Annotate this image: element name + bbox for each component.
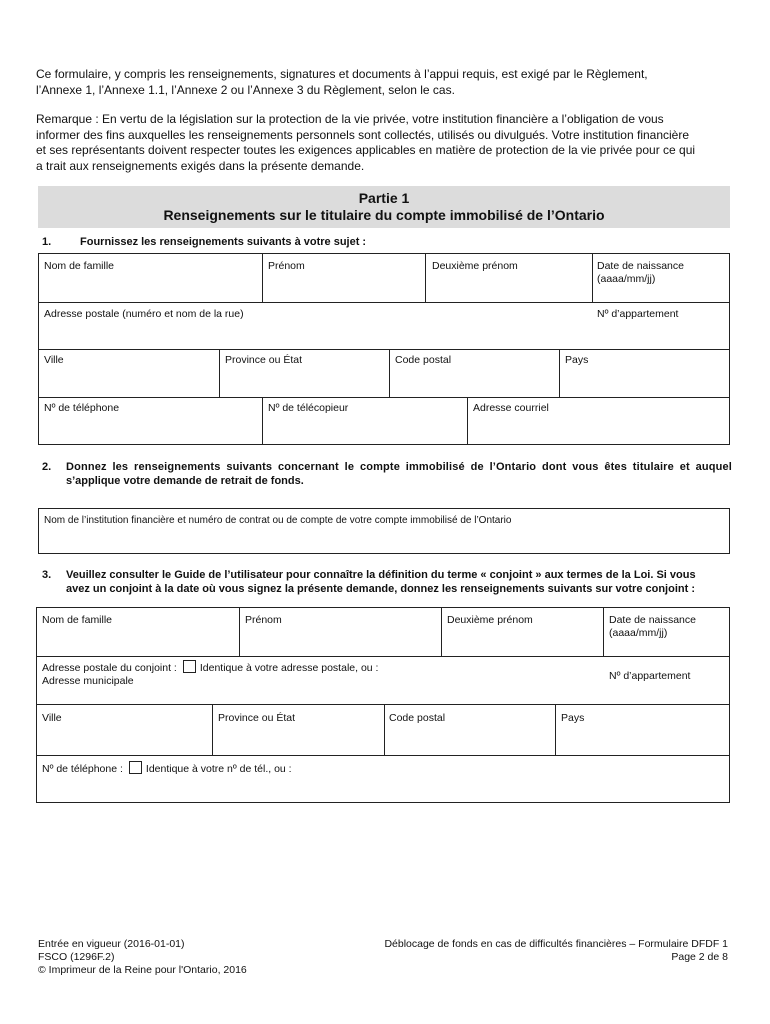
question-1-text: Fournissez les renseignements suivants à votre sujet : bbox=[80, 236, 367, 248]
spouse-middle-name-field[interactable]: Deuxième prénom bbox=[447, 614, 533, 626]
question-2-heading bbox=[42, 460, 732, 488]
applicant-middle-name-field[interactable]: Deuxième prénom bbox=[432, 260, 518, 272]
footer-right bbox=[384, 938, 728, 964]
account-info-label: Nom de l’institution financière et numéro de contrat ou de compte de votre compte immobilisé de l’Ontario bbox=[44, 515, 512, 526]
municipal-address-label: Adresse municipale bbox=[42, 675, 134, 687]
applicant-dob-field[interactable] bbox=[597, 260, 684, 286]
same-phone-checkbox[interactable] bbox=[129, 761, 142, 774]
applicant-last-name-field[interactable]: Nom de famille bbox=[44, 260, 115, 272]
part-subtitle: Renseignements sur le titulaire du compte immobilisé de l’Ontario bbox=[163, 207, 605, 223]
spouse-country-field[interactable]: Pays bbox=[561, 712, 585, 724]
footer-form-title: Déblocage de fonds en cas de difficultés financières – Formulaire DFDF 1 bbox=[384, 938, 728, 950]
spouse-province-field[interactable]: Province ou État bbox=[218, 712, 296, 724]
intro-paragraph bbox=[36, 66, 736, 98]
applicant-phone-field[interactable]: Nº de téléphone bbox=[44, 402, 120, 414]
footer-page-number: Page 2 de 8 bbox=[671, 951, 728, 963]
spouse-last-name-field[interactable]: Nom de famille bbox=[42, 614, 113, 626]
spouse-info-table bbox=[36, 607, 730, 803]
remark-line-1: Remarque : En vertu de la législation sur la protection de la vie privée, votre institution financière a l’obligation de vous bbox=[36, 112, 664, 126]
applicant-postal-field[interactable]: Code postal bbox=[395, 354, 452, 366]
footer-effective-date: Entrée en vigueur (2016-01-01) bbox=[38, 938, 185, 950]
applicant-info-table bbox=[38, 253, 730, 445]
remark-line-2: informer des fins auxquelles les renseignements personnels sont collectés, utilisés ou divulgués. Votre institution financière bbox=[36, 127, 690, 142]
spouse-postal-field[interactable]: Code postal bbox=[389, 712, 446, 724]
question-2-line-1: Donnez les renseignements suivants concernant le compte immobilisé de l’Ontario dont vous êtes titulaire et auquel bbox=[66, 461, 732, 473]
dob-format: (aaaa/mm/jj) bbox=[597, 273, 656, 285]
spouse-phone-field[interactable] bbox=[42, 761, 292, 776]
question-3-line-1: Veuillez consulter le Guide de l’utilisateur pour connaître la définition du terme « conjoint » aux termes de la Loi. Si vous bbox=[66, 569, 696, 581]
question-3-heading bbox=[42, 568, 734, 596]
spouse-apt-field[interactable]: Nº d’appartement bbox=[609, 670, 691, 682]
question-2-number: 2. bbox=[42, 461, 52, 473]
spouse-city-field[interactable]: Ville bbox=[42, 712, 62, 724]
same-address-checkbox[interactable] bbox=[183, 660, 196, 673]
applicant-email-field[interactable]: Adresse courriel bbox=[473, 402, 549, 414]
question-3-line-2: avez un conjoint à la date où vous signez la présente demande, donnez les renseignements suivants sur votre conjoint : bbox=[66, 583, 695, 595]
spouse-phone-label: Nº de téléphone : bbox=[42, 763, 123, 775]
spouse-address-field[interactable] bbox=[42, 660, 378, 688]
part-banner bbox=[38, 186, 730, 228]
question-1-heading bbox=[42, 236, 366, 248]
footer-left bbox=[38, 938, 247, 977]
intro-line-2: l’Annexe 1, l’Annexe 1.1, l’Annexe 2 ou l’Annexe 3 du Règlement, selon le cas. bbox=[36, 83, 455, 97]
footer-copyright: © Imprimeur de la Reine pour l'Ontario, 2016 bbox=[38, 964, 247, 976]
spouse-dob-format: (aaaa/mm/jj) bbox=[609, 627, 668, 639]
remark-line-3: et ses représentants doivent respecter toutes les exigences applicables en matière de protection de la vie privée pour ce qui bbox=[36, 143, 696, 157]
spouse-address-label: Adresse postale du conjoint : bbox=[42, 662, 177, 674]
applicant-country-field[interactable]: Pays bbox=[565, 354, 589, 366]
intro-line-1: Ce formulaire, y compris les renseignements, signatures et documents à l’appui requis, est exigé par le Règlement, bbox=[36, 67, 648, 81]
dob-label: Date de naissance bbox=[597, 260, 684, 272]
question-3-number: 3. bbox=[42, 569, 52, 581]
same-address-label: Identique à votre adresse postale, ou : bbox=[199, 662, 379, 674]
footer-form-code: FSCO (1296F.2) bbox=[38, 951, 115, 963]
applicant-address-field[interactable]: Adresse postale (numéro et nom de la rue) bbox=[44, 308, 244, 320]
remark-line-4: a trait aux renseignements exigés dans la présente demande. bbox=[36, 158, 365, 173]
spouse-first-name-field[interactable]: Prénom bbox=[245, 614, 282, 626]
applicant-city-field[interactable]: Ville bbox=[44, 354, 64, 366]
privacy-remark bbox=[36, 112, 736, 174]
applicant-first-name-field[interactable]: Prénom bbox=[268, 260, 305, 272]
question-2-line-2: s’applique votre demande de retrait de fonds. bbox=[66, 475, 304, 487]
spouse-dob-label: Date de naissance bbox=[609, 614, 696, 626]
spouse-dob-field[interactable] bbox=[609, 614, 696, 640]
applicant-fax-field[interactable]: Nº de télécopieur bbox=[268, 402, 349, 414]
account-info-field[interactable] bbox=[38, 508, 730, 554]
question-1-number: 1. bbox=[42, 236, 52, 248]
part-title: Partie 1 bbox=[358, 190, 410, 206]
same-phone-label: Identique à votre nº de tél., ou : bbox=[145, 763, 292, 775]
applicant-apt-field[interactable]: Nº d’appartement bbox=[597, 308, 679, 320]
applicant-province-field[interactable]: Province ou État bbox=[225, 354, 303, 366]
